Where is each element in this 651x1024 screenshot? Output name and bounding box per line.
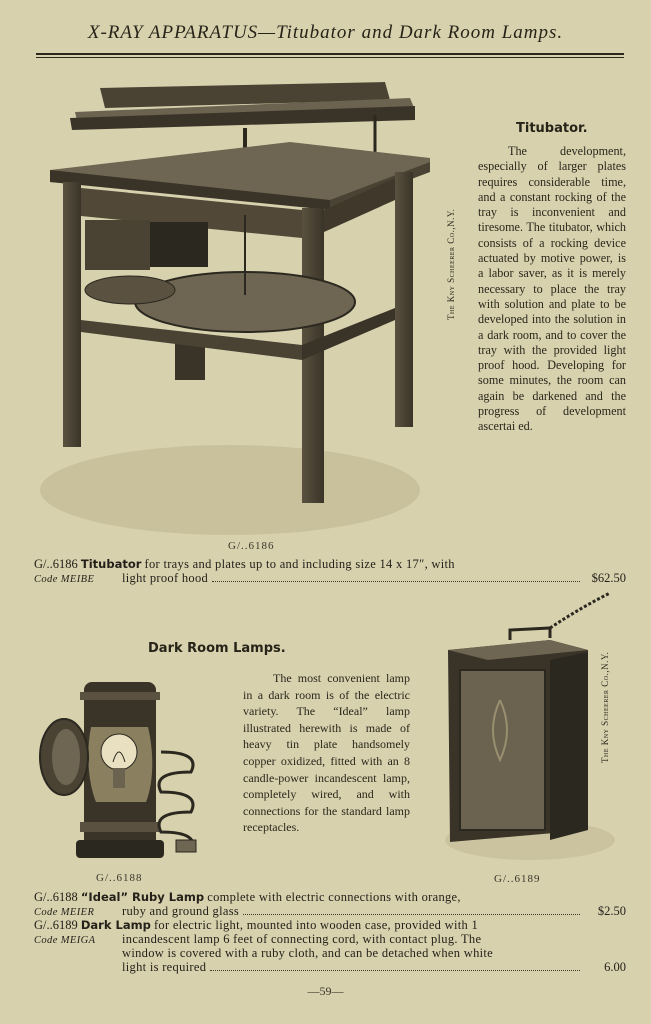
entry-desc-2: light proof hood	[122, 571, 209, 585]
entry-price: $2.50	[597, 904, 626, 918]
titubator-description	[478, 144, 626, 435]
entry-desc: complete with electric connections with orange,	[207, 890, 461, 904]
entry-number: G/..6189	[34, 918, 78, 932]
ideal-ruby-lamp-illustration	[36, 672, 236, 872]
page-number: —59—	[307, 984, 344, 998]
entry-price: $62.50	[591, 571, 626, 585]
dark-lamp-illustration	[440, 590, 620, 870]
entry-desc-2: incandescent lamp 6 feet of connecting cord, with contact plug. The	[122, 932, 482, 946]
header-rule	[36, 53, 624, 55]
catalog-entry-6189	[34, 918, 626, 974]
leader-dots	[210, 969, 580, 971]
dark-lamp-credit: The Kny Scheerer Co.,N.Y.	[600, 651, 610, 763]
titubator-description-text: The development, especially of larger plates requires considerable time, and a constant rocking of the tray is inconvenient and tiresome. The titubator, which consists of a rocking device actuated by motive power, is a labor saver, as it is merely necessary to place the tray with solution and plate to be developed into the solution in a dark room, and to cover the tray with the provided light proof hood. Developing for some minutes, the room can again be darkened and the progress of development ascertai ed.	[478, 144, 626, 434]
page-title: X-RAY APPARATUS—Titubator and Dark Room Lamps.	[87, 22, 564, 43]
header-rule-thin	[36, 57, 624, 58]
dark-room-heading: Dark Room Lamps.	[148, 641, 286, 656]
catalog-entry-6188	[34, 890, 626, 918]
entry-name: Dark Lamp	[80, 918, 151, 932]
entry-desc: for trays and plates up to and including size 14 x 17″, with	[144, 557, 455, 571]
entry-name: “Ideal” Ruby Lamp	[80, 890, 205, 904]
entry-code: Code MEIGA	[34, 935, 96, 946]
titubator-heading: Titubator.	[516, 121, 588, 136]
titubator-illustration	[30, 70, 440, 540]
entry-desc-3: window is covered with a ruby cloth, and can be detached when white	[122, 946, 494, 960]
leader-dots	[212, 580, 580, 582]
dark-room-description-text: The most convenient lamp in a dark room is of the electric variety. The “Ideal” lamp illustrated herewith is made of heavy tin plate handsomely copper oxidized, fitted with an 8 candle-power incandescent lamp, completely wired, and with connections for the standard lamp receptacles.	[243, 671, 410, 835]
entry-number: G/..6188	[34, 890, 78, 904]
entry-desc-2: ruby and ground glass	[122, 904, 240, 918]
titubator-figure-label: G/..6186	[228, 540, 275, 552]
dark-room-description	[243, 670, 410, 836]
entry-number: G/..6186	[34, 557, 78, 571]
catalog-entry-6186	[34, 557, 626, 585]
entry-name: Titubator	[80, 557, 142, 571]
entry-code: Code MEIER	[34, 907, 95, 918]
entry-code: Code MEIBE	[34, 574, 95, 585]
lamp-figure-label: G/..6188	[96, 872, 143, 884]
entry-desc-4: light is required	[122, 960, 207, 974]
dark-lamp-figure-label: G/..6189	[494, 873, 541, 885]
leader-dots	[243, 913, 580, 915]
entry-desc: for electric light, mounted into wooden case, provided with 1	[153, 918, 479, 932]
entry-price: 6.00	[604, 960, 626, 974]
titubator-credit: The Kny Scheerer Co.,N.Y.	[446, 208, 456, 320]
